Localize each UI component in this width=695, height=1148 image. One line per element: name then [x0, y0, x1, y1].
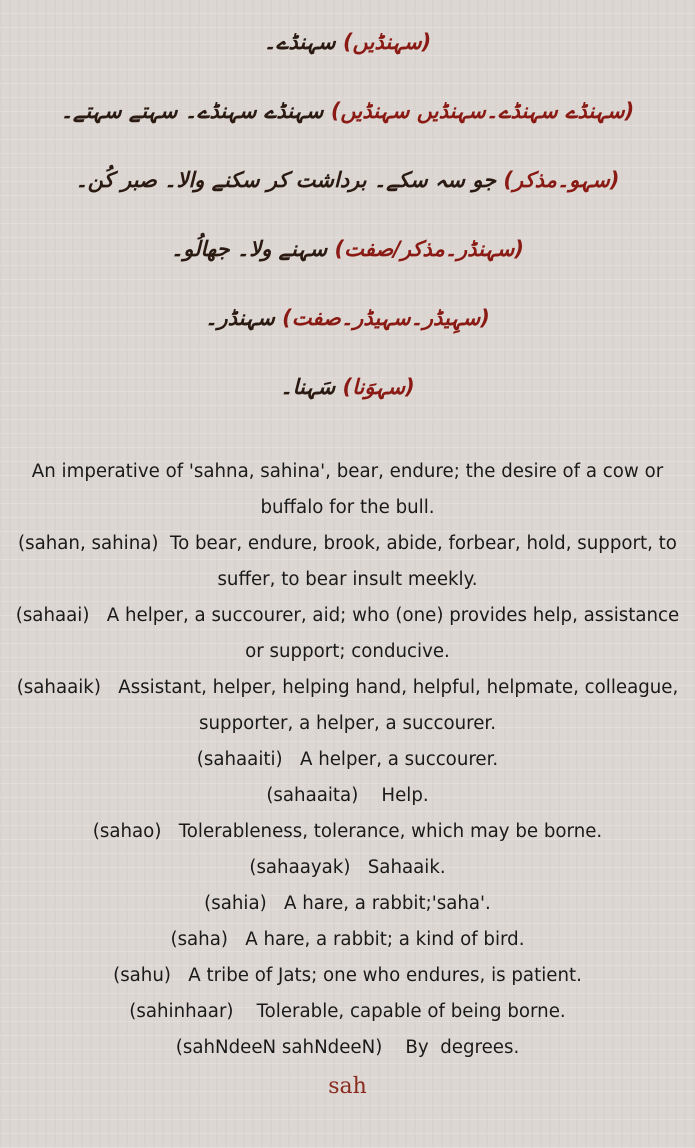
- urdu-meaning: سہنڈر۔: [205, 306, 275, 330]
- definition-entry: (sahia) A hare, a rabbit;'saha'.: [204, 893, 491, 914]
- definition-entry: (sahNdeeN sahNdeeN) By degrees.: [175, 1037, 520, 1058]
- urdu-headword: (سہنڈے سہنڈے۔سہنڈیں سہنڈیں): [330, 99, 635, 123]
- urdu-line: [0, 229, 695, 298]
- urdu-definitions: [0, 22, 695, 436]
- footer-headword: sah: [328, 1074, 367, 1099]
- definition-entry: (sahaaita) Help.: [266, 785, 429, 806]
- definition-entry: (sahaaik) Assistant, helper, helping hand, helpful, helpmate, colleague, supporter, a helper, a succourer.: [16, 677, 685, 734]
- urdu-meaning: سہنڈے۔: [263, 30, 336, 54]
- definition-entry: (sahaaiti) A helper, a succourer.: [196, 749, 499, 770]
- urdu-line: [0, 367, 695, 436]
- urdu-meaning: سَہنا۔: [280, 375, 336, 399]
- definition-entry: (sahao) Tolerableness, tolerance, which may be borne.: [92, 821, 603, 842]
- urdu-headword: (سہو۔مذکر): [503, 168, 620, 192]
- urdu-headword: (سہِیڈر۔سہیڈر۔صفت): [282, 306, 490, 330]
- urdu-meaning: سہنے ولا۔ جھالُو۔: [170, 237, 328, 261]
- urdu-meaning: سہنڈے سہنڈے۔ سہتے سہتے۔: [60, 99, 324, 123]
- definition-entry: An imperative of 'sahna, sahina', bear, endure; the desire of a cow or buffalo for the bull.: [31, 461, 669, 518]
- definition-entry: (sahan, sahina) To bear, endure, brook, abide, forbear, hold, support, to suffer, to bear insult meekly.: [18, 533, 683, 590]
- definition-entry: (sahaai) A helper, a succourer, aid; who (one) provides help, assistance or support; conducive.: [15, 605, 686, 662]
- urdu-line: [0, 298, 695, 367]
- definition-entry: (sahinhaar) Tolerable, capable of being borne.: [129, 1001, 566, 1022]
- urdu-line: [0, 160, 695, 229]
- definition-entry: (sahaayak) Sahaaik.: [249, 857, 446, 878]
- urdu-line: [0, 22, 695, 91]
- english-definitions: [10, 454, 685, 1066]
- urdu-headword: (سہنڈیں): [342, 30, 432, 54]
- urdu-headword: (سہوَنا): [342, 375, 415, 399]
- urdu-meaning: جو سہ سکے۔ برداشت کر سکنے والا۔ صبر کُن۔: [75, 168, 497, 192]
- urdu-headword: (سہنڈر۔مذکر/صفت): [334, 237, 525, 261]
- urdu-line: [0, 91, 695, 160]
- definition-entry: (saha) A hare, a rabbit; a kind of bird.: [170, 929, 525, 950]
- definition-entry: (sahu) A tribe of Jats; one who endures, is patient.: [113, 965, 582, 986]
